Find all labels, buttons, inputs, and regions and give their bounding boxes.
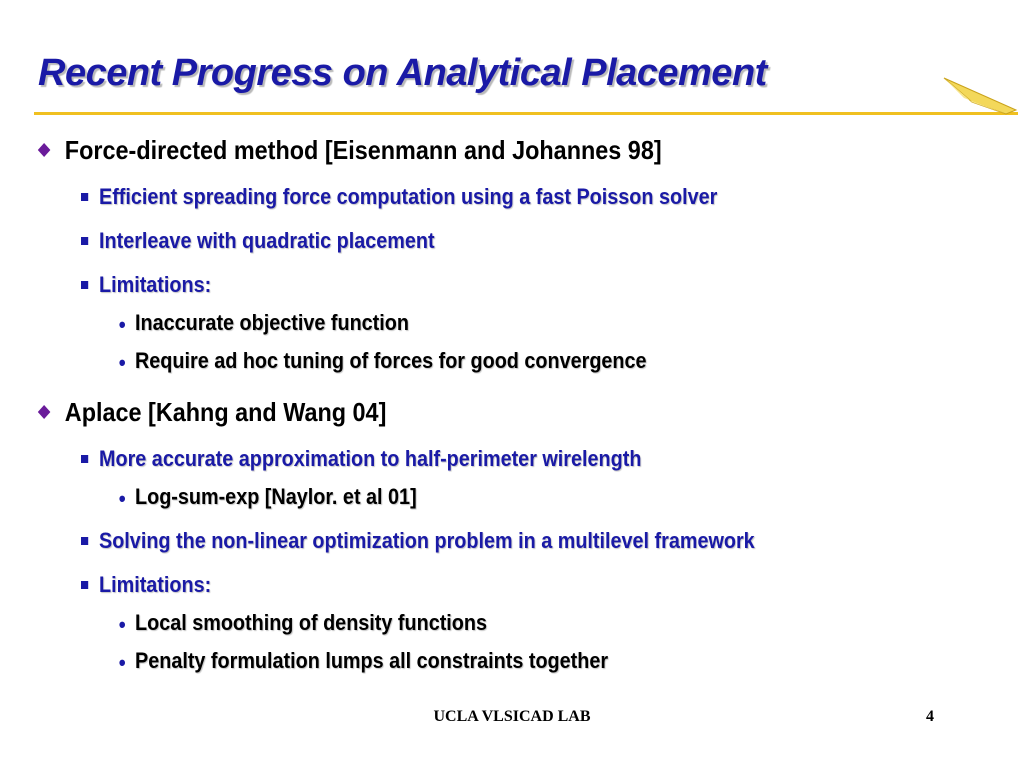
list-item-text: Limitations: <box>99 572 212 597</box>
yellow-arrow-logo-icon <box>942 76 1020 116</box>
list-item-text: Efficient spreading force computation using a fast Poisson solver <box>99 184 718 209</box>
section-heading <box>36 132 900 168</box>
footer-lab-name: UCLA VLSICAD LAB <box>433 708 591 725</box>
sub-list-item-text: Log-sum-exp [Naylor. et al 01] <box>135 484 417 509</box>
dot-icon: • <box>118 650 126 675</box>
list-item-text: Limitations: <box>99 272 212 297</box>
square-icon <box>81 193 88 201</box>
list-item <box>36 526 755 556</box>
sub-list-item <box>36 346 647 376</box>
list-item-text: Interleave with quadratic placement <box>99 228 435 253</box>
square-icon <box>81 581 88 589</box>
section-heading-text: Force-directed method [Eisenmann and Johannes 98] <box>64 135 662 165</box>
section-heading <box>36 394 900 430</box>
dot-icon: • <box>118 486 126 511</box>
diamond-icon <box>38 405 51 419</box>
section-block <box>36 394 996 675</box>
sub-list-item-text: Local smoothing of density functions <box>135 610 488 635</box>
dot-icon: • <box>118 350 126 375</box>
page-number: 4 <box>926 708 934 725</box>
list-item <box>36 444 641 474</box>
list-item <box>36 226 435 256</box>
list-item-text: More accurate approximation to half-perimeter wirelength <box>99 446 642 471</box>
dot-icon: • <box>118 612 126 637</box>
diamond-icon <box>38 143 51 157</box>
list-item <box>36 570 211 600</box>
square-icon <box>81 237 88 245</box>
list-item-text: Solving the non-linear optimization problem in a multilevel framework <box>99 528 755 553</box>
list-item <box>36 270 211 300</box>
section-heading-text: Aplace [Kahng and Wang 04] <box>64 397 387 427</box>
sub-list-item-text: Require ad hoc tuning of forces for good convergence <box>135 348 647 373</box>
title-underline <box>34 112 1018 115</box>
sub-list-item-text: Inaccurate objective function <box>135 310 409 335</box>
square-icon <box>81 537 88 545</box>
sub-list-item <box>36 482 417 512</box>
sub-list-item <box>36 646 608 676</box>
slide-title: Recent Progress on Analytical Placement <box>38 52 767 94</box>
dot-icon: • <box>118 312 126 337</box>
square-icon <box>81 455 88 463</box>
square-icon <box>81 281 88 289</box>
section-block <box>36 132 996 375</box>
list-item <box>36 182 717 212</box>
sub-list-item <box>36 308 409 338</box>
sub-list-item-text: Penalty formulation lumps all constraints together <box>135 648 609 673</box>
sub-list-item <box>36 608 487 638</box>
